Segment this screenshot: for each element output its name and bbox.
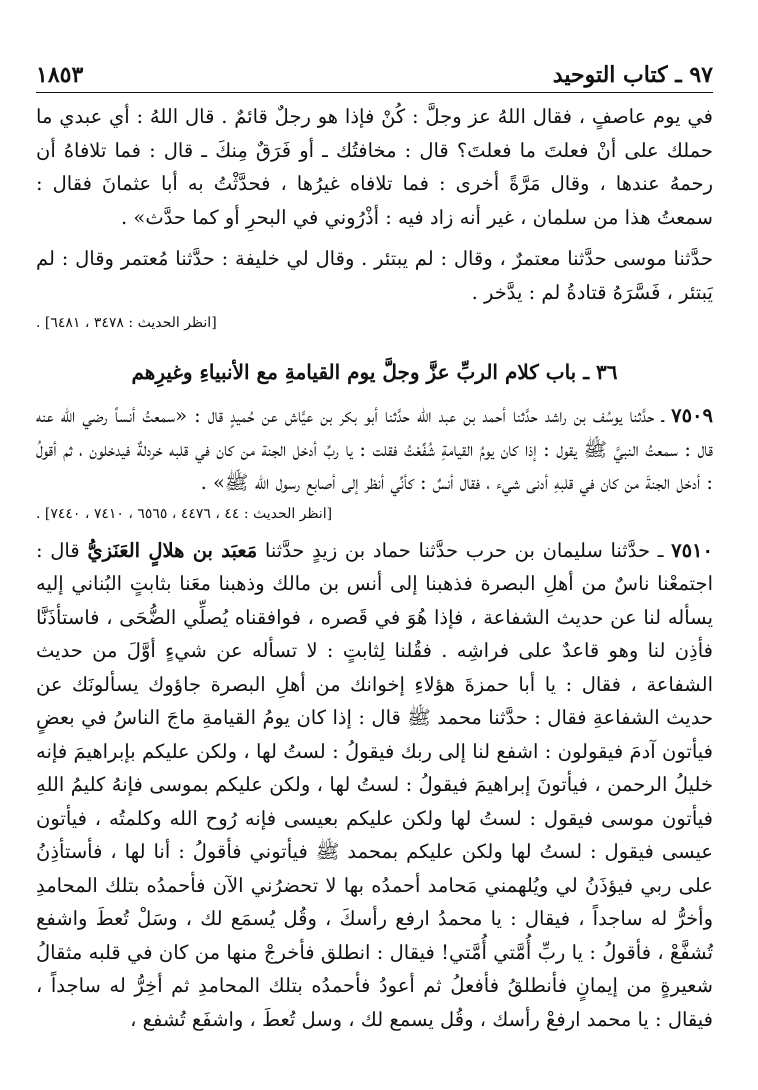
cross-reference: [انظر الحديث : ٣٤٧٨ ، ٦٤٨١] .: [36, 315, 217, 331]
hadith-lead: ـ حدَّثنا سليمان بن حرب حدَّثنا حماد بن زيدٍ حدَّثنا: [257, 538, 672, 562]
paragraph-continuation: في يوم عاصفٍ ، فقال اللهُ عز وجلَّ : كُنْ فإذا هو رجلٌ قائمٌ . قال اللهُ : أي عبدي ما حملك على أنْ فعلتَ ما فعلتَ؟ قال : مخافتُك ـ أو فَرَقٌ مِنكَ ـ قال : فما تلافاهُ أن رحمهُ عندها ، وقال مَرَّةً أخرى : فما تلافاه غيرُها ، فحدَّثْتُ به أبا عثمانَ فقال : سمعتُ هذا من سلمان ، غير أنه زاد فيه : أذْرُوني في البحرِ أو كما حدَّث» .: [36, 105, 713, 229]
page-number: ١٨٥٣: [36, 62, 84, 88]
hadith-number: ٧٥٠٩: [671, 404, 713, 427]
hadith-7509: [36, 399, 713, 500]
running-title: ٩٧ ـ كتاب التوحيد: [552, 62, 713, 88]
narrator-name: مَعبَد بن هلالٍ العَنَزيُّ: [87, 538, 258, 562]
page-header: [36, 58, 713, 93]
chapter-heading: ٣٦ ـ باب كلام الربِّ عزَّ وجلَّ يوم القيامةِ مع الأنبياءِ وغيرِهم: [131, 360, 618, 384]
hadith-text: قال : اجتمعْنا ناسٌ من أهلِ البصرة فذهبنا إلى أنس بن مالك وذهبنا معَنا بثابتٍ البُناني إليه يسأله لنا عن حديث الشفاعة ، فإذا هُوَ في قَصره ، فوافقناه يُصلِّي الضُّحَى ، فاستأذَنَّا فأذِن لنا وهو قاعدٌ على فراشِه . فقُلنا لِثابتٍ : لا تسأله عن شيءٍ أوَّلَ من حديث الشفاعة ، فقال : يا أبا حمزةَ هؤلاءِ إخوانك من أهلِ البصرة جاؤوك يسألونَك عن حديث الشفاعةِ فقال : حدَّثنا محمد ﷺ قال : إذا كان يومُ القيامةِ ماجَ الناسُ في بعضٍ فيأتون آدمَ فيقولون : اشفع لنا إلى ربك فيقولُ : لستُ لها ، ولكن عليكم بإبراهيمَ فإنه خليلُ الرحمن ، فيأتونَ إبراهيمَ فيقولُ : لستُ لها ، ولكن عليكم بموسى فإنهُ كليمُ اللهِ فيأتون موسى فيقول : لستُ لها ولكن عليكم بعيسى فإنه رُوح الله وكلمتُه ، فيأتون عيسى فيقول : لستُ لها ولكن عليكم بمحمد ﷺ فيأتوني فأقولُ : أنا لها ، فأستأذِنُ على ربي فيؤذَنُ لي ويُلهمني مَحامد أحمدُه بها لا تحضرُني الآن فأحمدُه بتلك المحامدِ وأخرُّ له ساجداً ، فيقال : يا محمدُ ارفع رأسكَ ، وقُل يُسمَع لك ، وسَلْ تُعطَ واشفع تُشفَّعْ ، فأقولُ : يا ربِّ أُمَّتي أُمَّتي! فيقال : انطلق فأخرجْ منها من كان في قلبه مثقالُ شعيرةٍ من إيمانٍ فأنطلقُ فأفعلُ ثم أعودُ فأحمدُه بتلك المحامدِ ثم أخِرُّ له ساجداً ، فيقال : يا محمد ارفعْ رأسك ، وقُل يسمع لك ، وسل تُعطَ ، واشفَع تُشفع ،: [36, 538, 713, 1031]
paragraph-note: حدَّثنا موسى حدَّثنا معتمرٌ ، وقال : لم يبتئر . وقال لي خليفة : حدَّثنا مُعتمر وقال : لم يَبتئر ، فَسَّرَهُ قتادةُ لم : يدَّخر .: [36, 247, 713, 304]
page-body: [36, 100, 713, 1036]
hadith-number: ٧٥١٠: [671, 538, 714, 562]
cross-reference: [انظر الحديث : ٤٤ ، ٤٤٧٦ ، ٦٥٦٥ ، ٧٤١٠ ، ٧٤٤٠] .: [36, 505, 333, 522]
spacer: [36, 526, 713, 534]
spacer: [36, 234, 713, 242]
hadith-7510: [36, 534, 713, 1037]
hadith-text: ـ حدَّثنا يوسُف بن راشد حدَّثنا أحمد بن عبد الله حدَّثنا أبو بكر بن عيَّاش عن حُميدٍ قال : «سمعتُ أنساً رضي الله عنه قال : سمعتُ النبيَّ ﷺ يقول : إذا كان يومُ القيامةِ شُفِّعْتُ فقلت : يا ربِّ أدخل الجنة من كان في قلبه خردلةٌ فيدخلون ، ثم أقولُ : أدخل الجنةَ من كان في قلبهِ أدنى شيء ، فقال أنسٌ : كأنِّي أنظر إلى أصابع رسول الله ﷺ» .: [36, 404, 713, 494]
